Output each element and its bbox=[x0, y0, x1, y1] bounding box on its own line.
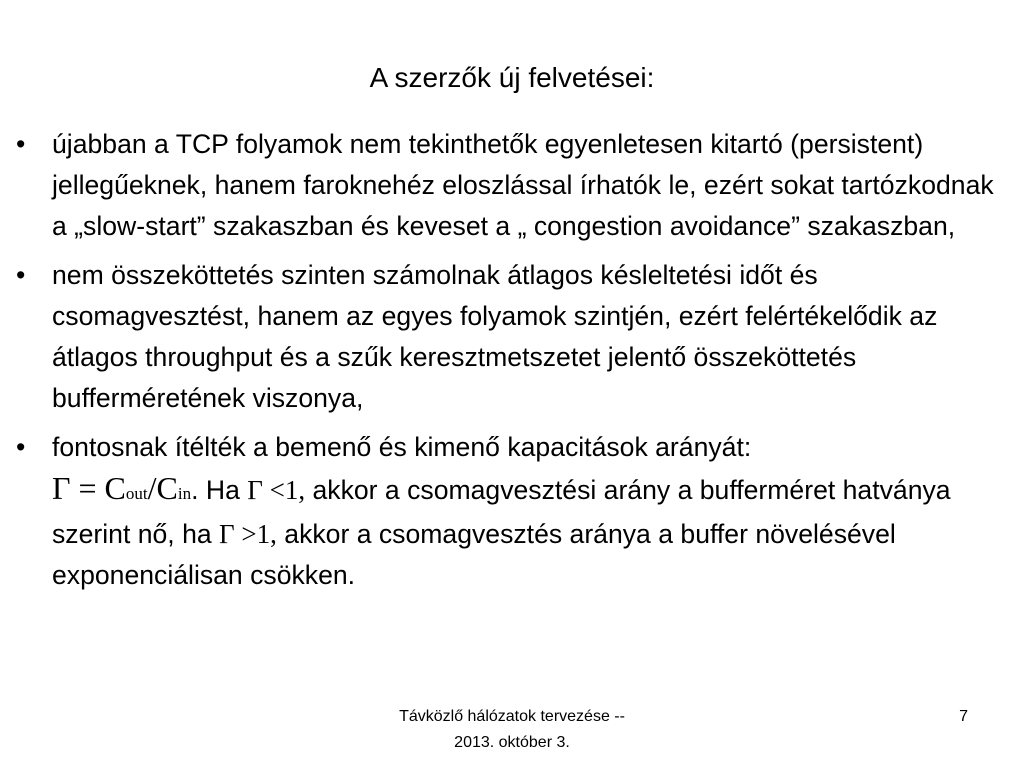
bullet-text: újabban a TCP folyamok nem tekinthetők egyenletesen kitartó (persistent) jellegűeknek, hanem faroknehéz eloszlással írhatók le, ezért sokat tartózkodnak a „slow-start” szakaszban és keveset a „ congestion avoidance” szakaszban, bbox=[52, 129, 994, 241]
bullet-list bbox=[14, 124, 1004, 596]
gamma-formula bbox=[52, 470, 192, 506]
bullet-item bbox=[14, 427, 1004, 596]
bullet-text: fontosnak ítélték a bemenő és kimenő kapacitások arányát: bbox=[52, 432, 752, 462]
formula-slash: / bbox=[147, 470, 157, 506]
footer-caption bbox=[352, 704, 672, 756]
bullet-text-end: akkor a csomagvesztés aránya a buffer növelésével exponenciálisan csökken. bbox=[52, 519, 896, 590]
formula-out-subscript: out bbox=[125, 484, 148, 503]
footer-line-2: 2013. október 3. bbox=[454, 734, 570, 751]
bullet-dot-icon: • bbox=[16, 260, 26, 290]
condition-greater-than: Γ >1, bbox=[219, 519, 277, 549]
bullet-text-ha: . Ha bbox=[191, 475, 248, 505]
bullet-item bbox=[14, 255, 1004, 419]
formula-c-out: C bbox=[104, 470, 126, 506]
formula-gamma: Γ bbox=[52, 470, 71, 506]
bullet-item bbox=[14, 124, 1004, 247]
bullet-dot-icon: • bbox=[16, 432, 26, 462]
bullet-dot-icon: • bbox=[16, 129, 26, 159]
formula-equals: = bbox=[70, 470, 105, 506]
page-number: 7 bbox=[959, 708, 968, 725]
formula-c-in: C bbox=[156, 470, 178, 506]
bullet-text: nem összeköttetés szinten számolnak átlagos késleltetési időt és csomagvesztést, hanem az egyes folyamok szintjén, ezért felértékelődik az átlagos throughput és a szűk keresztmetszetet jelentő összeköttetés bufferméretének viszonya, bbox=[52, 260, 938, 413]
footer-line-1: Távközlő hálózatok tervezése -- bbox=[399, 708, 625, 725]
formula-in-subscript: in bbox=[177, 484, 192, 503]
condition-less-than: Γ <1, bbox=[247, 475, 306, 505]
slide-title: A szerzők új felvetései: bbox=[369, 62, 655, 93]
bullet-text-mid: akkor a csomagvesztési arány a bufferméret hatványa szerint nő, ha bbox=[52, 475, 951, 549]
